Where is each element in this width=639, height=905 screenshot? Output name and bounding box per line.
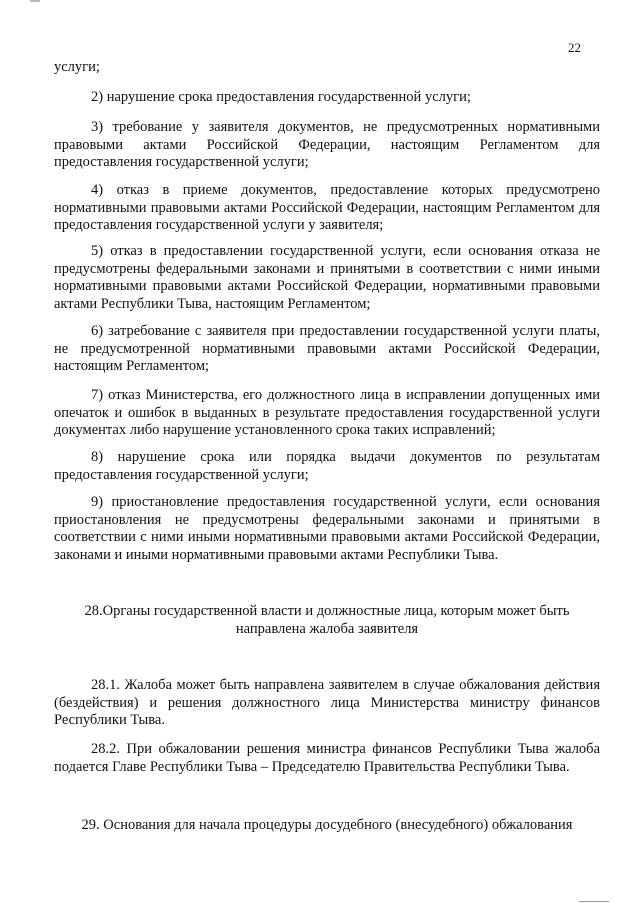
section-28-heading-line2: направлена жалоба заявителя: [235, 620, 419, 637]
page-number: 22: [568, 40, 581, 55]
list-item-9: 9) приостановление предоставления государственной услуги, если основания приостановления не предусмотрены федеральными законами и принятыми в соответствии с ними иными нормативными правовыми актами Российской Федерации, законами и иными нормативными правовыми актами Республики Тыва.: [54, 494, 600, 563]
list-item-6: 6) затребование с заявителя при предоставлении государственной услуги платы, не предусмотренной нормативными правовыми актами Российской Федерации, настоящим Регламентом;: [54, 323, 600, 374]
scan-artifact-bottom: [579, 901, 609, 902]
section-29-heading: 29. Основания для начала процедуры досудебного (внесудебного) обжалования: [81, 817, 573, 833]
list-item-3: 3) требование у заявителя документов, не предусмотренных нормативными правовыми актами Российской Федерации, настоящим Регламентом для предоставления государственной услуги;: [54, 119, 600, 170]
paragraph-28-2: 28.2. При обжаловании решения министра финансов Республики Тыва жалоба подается Главе Республики Тыва – Председателю Правительства Республики Тыва.: [54, 741, 600, 775]
list-item-4: 4) отказ в приеме документов, предоставление которых предусмотрено нормативными правовыми актами Российской Федерации, настоящим Регламентом для предоставления государственной услуги у заявителя;: [54, 182, 600, 233]
section-28-heading-line1: 28.Органы государственной власти и должностные лица, которым может быть: [84, 603, 570, 619]
list-item-8: 8) нарушение срока или порядка выдачи документов по результатам предоставления государственной услуги;: [54, 449, 600, 483]
paragraph-28-1: 28.1. Жалоба может быть направлена заявителем в случае обжалования действия (бездействия) и решения должностного лица Министерства министру финансов Республики Тыва.: [54, 677, 600, 728]
scan-artifact: [30, 0, 40, 2]
list-item-7: 7) отказ Министерства, его должностного лица в исправлении допущенных ими опечаток и ошибок в выданных в результате предоставления государственной услуги документах либо нарушение установленного срока таких исправлений;: [54, 387, 600, 438]
list-item-5: 5) отказ в предоставлении государственной услуги, если основания отказа не предусмотрены федеральными законами и принятыми в соответствии с ними иными нормативными правовыми актами Российской Федерации, нормативными правовыми актами Республики Тыва, настоящим Регламентом;: [54, 243, 600, 312]
list-item-2: 2) нарушение срока предоставления государственной услуги;: [91, 89, 471, 105]
section-28-heading: [44, 603, 610, 638]
paragraph-continuation: услуги;: [54, 59, 100, 75]
